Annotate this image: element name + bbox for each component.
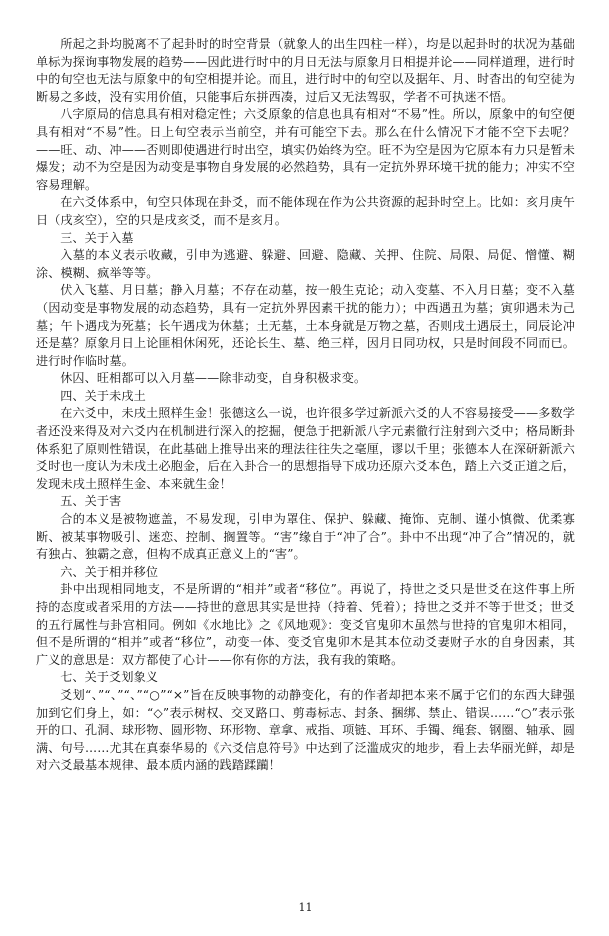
paragraph: 八字原局的信息具有相对稳定性；六爻原象的信息也具有相对“不易”性。所以，原象中的旬空便具有相对“不易”性。日上旬空表示当前空，并有可能空下去。那么在什么情况下才能不空下去呢？——旺、动、冲——否则即使遇进行时出空，填实仍始终为空。旺不为空是因为它原本有力只是暂未爆发；动不为空是因为动变是事物自身发展的必然趋势，具有一定抗外界环境干扰的能力；冲实不空容易理解。 (36, 107, 575, 192)
paragraph: 入墓的本义表示收藏，引申为逃避、躲避、回避、隐藏、关押、住院、局限、局促、憎懂、糊涂、模糊、疯举等等。 (36, 248, 575, 280)
section-heading: 七、关于爻划象义 (60, 670, 159, 685)
document-body (36, 36, 575, 891)
section-heading: 三、关于入墓 (60, 230, 134, 245)
page-number: 11 (298, 901, 313, 914)
section-heading: 五、关于害 (60, 494, 122, 509)
paragraph: 合的本义是被物遮盖，不易发现，引申为罩住、保护、躲藏、掩饰、克制、谨小慎微、优柔寡断、被某事物吸引、迷恋、控制、搁置等。“害”缘自于“冲了合”。卦中不出现“冲了合”情况的，就有独占、独霸之意，但构不成真正意义上的“害”。 (36, 512, 575, 562)
paragraph: 卦中出现相同地支，不是所谓的“相并”或者“移位”。再说了，持世之爻只是世爻在这件事上所持的态度或者采用的方法——持世的意思其实是世持（持着、凭着）；持世之爻并不等于世爻；世爻的五行属性与卦宫相同。例如《水地比》之《风地观》：变爻官鬼卯木虽然与世持的官鬼卯木相同，但不是所谓的“相并”或者“移位”，动变一体、变爻官鬼卯木是其本位动爻妻财子水的自身因素，其广义的意思是：双方都使了心计——你有你的方法，我有我的策略。 (36, 582, 575, 667)
paragraph: 在六爻体系中，旬空只体现在卦爻，而不能体现在作为公共资源的起卦时空上。比如：亥月庚午日（戌亥空），空的只是戌亥爻，而不是亥月。 (36, 195, 575, 227)
paragraph: 伏入飞墓、月日墓；静入月墓；不存在动墓，按一般生克论；动入变墓、不入月日墓；变不入墓（因动变是事物发展的动态趋势，具有一定抗外界因素干扰的能力）；中西遇丑为墓；寅卯遇未为己墓；午卜遇戌为死墓；长午遇戌为休墓；土无墓，土本身就是万物之墓，否则戌土遇辰土，同辰论冲还是墓？原象月日上论匪相休闲死，还论长生、墓、绝三样，因月日同功权，只是时间段不同而已。进行时作临时墓。 (36, 283, 575, 368)
paragraph: 在六爻中，未戌土照样生金！张德这么一说，也许很多学过新派六爻的人不容易接受——多数学者还没来得及对六爻内在机制进行深入的挖掘，便急于把新派八字元素徹行注射到六爻中；格局断卦体系犯了原则性错误，在此基础上推导出来的理法往往失之毫厘，谬以千里；张德本人在深研新派六爻时也一度认为未戌土必胞金，后在入卦合一的思想指导下成功还原六爻本色，踏上六爻正道之后，发现未戌土照样生金、本来就生金！ (36, 406, 575, 491)
paragraph: 所起之卦均脱离不了起卦时的时空背景（就象人的出生四柱一样），均是以起卦时的状况为基础单标为探询事物发展的趋势——因此进行时中的月日无法与原象月日相提并论——同样道理，进行时中的旬空也无法与原象中的旬空相提并论。而且，进行时中的旬空以及据年、月、时杳出的旬空徒为断易之多歧，没有实用价值，只能事后东拼西凑，过后又无法驾驭，学者不可执迷不悟。 (36, 37, 575, 104)
paragraph: 爻划“、”“、”“、”“○”“×”旨在反映事物的动静变化，有的作者却把本来不属于它们的东西大肆强加到它们身上，如：“◇”表示树权、交叉路口、剪毒标志、封条、捆绑、禁止、错误……“○”表示张开的口、孔洞、球形物、圆形物、环形物、章拿、戒指、项链、耳环、手镯、绳套、钢圈、轴承、圆满、句号……尤其在真泰华易的《六爻信息符号》中达到了泛滥成灾的地步，看上去华丽光鲜，却是对六爻最基本规律、最本质内涵的践踏蹂躏！ (36, 687, 575, 773)
section-heading: 四、关于未戌土 (60, 388, 146, 403)
section-heading: 六、关于相并移位 (60, 564, 159, 579)
paragraph: 休囚、旺相都可以入月墓——除非动变，自身积极求变。 (60, 371, 367, 386)
